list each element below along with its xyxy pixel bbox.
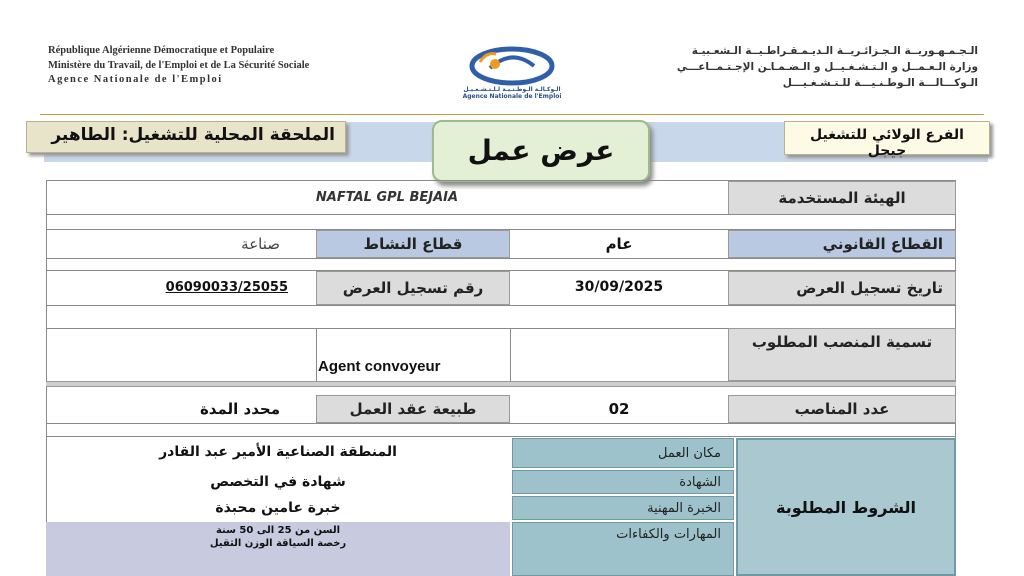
logo-caption-fr: Agence Nationale de l'Emploi	[462, 93, 562, 100]
row-line	[46, 436, 956, 437]
offer-date-label: تاريخ تسجيل العرض	[728, 271, 956, 305]
header-french-line1: République Algérienne Démocratique et Populaire	[48, 45, 275, 56]
offer-date-value: 30/09/2025	[574, 279, 664, 295]
positions-count-label: عدد المناصب	[728, 395, 956, 423]
skills-panel	[46, 522, 510, 576]
separator-bar	[46, 381, 956, 387]
contract-type-value: محدد المدة	[199, 400, 280, 418]
diploma-label: الشهادة	[512, 470, 734, 494]
logo-caption-ar: الـوكـالـة الـوطـنـيـة لـلـتـشـغـيـل	[463, 86, 561, 93]
position-label: تسمية المنصب المطلوب	[728, 328, 956, 381]
wilaya-branch-box: الفرع الولائي للتشغيل جيجل	[784, 121, 990, 155]
header-arabic-line1: الـجـمـهـوريــة الـجـزائـريــة الـديـمـقـراطـيــة الـشعـبيـة	[691, 45, 978, 57]
logo-caption	[440, 86, 584, 100]
legal-sector-label: القطاع القانوني	[728, 230, 956, 258]
header-french	[48, 44, 309, 88]
row-line	[46, 258, 956, 259]
skills-label: المهارات والكفاءات	[512, 522, 734, 576]
header-french-line2: Ministère du Travail, de l'Emploi et de La Sécurité Sociale	[48, 59, 310, 71]
row-line	[46, 214, 956, 215]
local-annex-box: الملحقة المحلية للتشغيل: الطاهير	[26, 121, 346, 153]
page-title: عرض عمل	[432, 120, 650, 182]
skills-line1: السن من 25 الى 50 سنة	[215, 525, 341, 536]
workplace-value: المنطقة الصناعية الأمير عبد القادر	[159, 444, 397, 460]
header-arabic-line2: وزارة الـعـمــل و الـتـشـغـيــل و الـضـمـاـن الإجـتـمــاعـــي	[676, 61, 978, 73]
diploma-value: شهادة في التخصص	[210, 474, 346, 490]
header-arabic	[677, 43, 978, 91]
position-value: Agent convoyeur	[318, 357, 441, 375]
offer-number-value: 06090033/25055	[165, 279, 288, 295]
employer-label: الهيئة المستخدمة	[728, 181, 956, 215]
row-line	[46, 305, 956, 306]
employer-value: NAFTAL GPL BEJAIA	[315, 189, 459, 205]
experience-value: خبرة عامين محبذة	[215, 500, 341, 516]
header-divider	[40, 114, 984, 115]
header-french-line3: Agence Nationale de l'Emploi	[48, 74, 223, 85]
required-conditions-title: الشروط المطلوبة	[736, 438, 956, 576]
activity-sector-value: صناعة	[241, 235, 280, 253]
row-line	[46, 423, 956, 424]
contract-type-label: طبيعة عقد العمل	[316, 395, 510, 423]
header-arabic-line3: الـوكـــالـــة الـوطـنـيـــة للـتـشـغـيـــل	[782, 77, 978, 89]
legal-sector-value: عام	[605, 235, 633, 253]
activity-sector-label: قطاع النشاط	[316, 230, 510, 258]
experience-label: الخبرة المهنية	[512, 496, 734, 520]
workplace-label: مكان العمل	[512, 438, 734, 468]
positions-count-value: 02	[608, 400, 630, 418]
offer-number-label: رقم تسجيل العرض	[316, 271, 510, 305]
cell-divider	[510, 328, 511, 381]
skills-line2: رخصة السياقة الوزن الثقيل	[209, 538, 347, 549]
